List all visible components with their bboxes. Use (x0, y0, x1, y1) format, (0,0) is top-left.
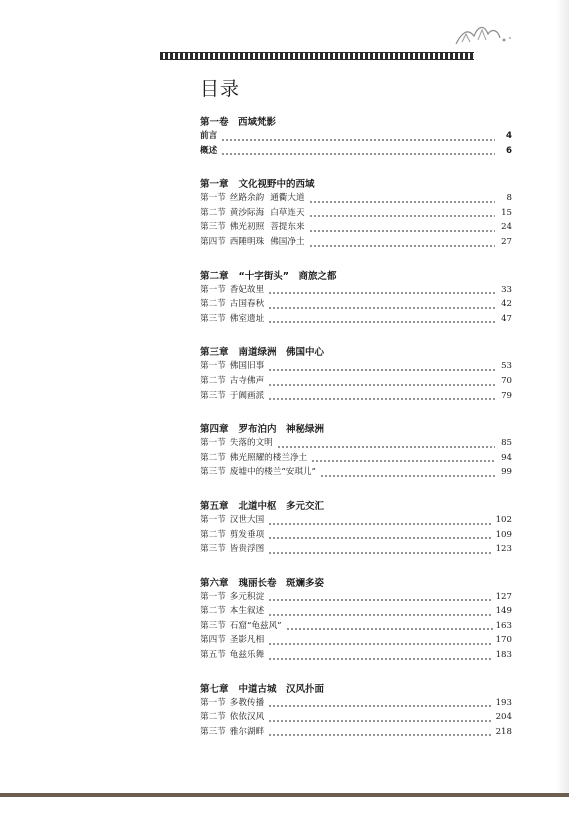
section-number: 第一节 (200, 361, 226, 372)
page-number: 4 (506, 131, 512, 141)
section-title: 佛光照耀的楼兰净土 (229, 452, 308, 463)
dot-leader (268, 384, 495, 386)
dot-leader (268, 537, 492, 539)
toc-entry-preface[interactable] (200, 129, 512, 144)
dot-leader (268, 720, 492, 722)
chapter-heading[interactable] (200, 683, 512, 696)
dot-leader (268, 321, 495, 323)
toc-entry[interactable] (200, 648, 512, 663)
entry-label (200, 220, 305, 235)
entry-label (200, 633, 264, 648)
toc-entry[interactable] (200, 451, 512, 466)
dot-leader (277, 446, 495, 448)
volume-heading: 第一卷 西域梵影 (200, 117, 277, 128)
dot-leader (309, 201, 495, 203)
toc-entry[interactable] (200, 359, 512, 374)
page-number: 42 (501, 299, 512, 310)
toc-entry[interactable] (200, 465, 512, 480)
section-title: 古寺佛声 (229, 375, 265, 386)
page-number: 218 (495, 726, 512, 737)
section-number: 第二节 (200, 207, 226, 218)
section-number: 第三节 (200, 620, 226, 631)
page-number: 27 (501, 236, 512, 247)
toc-entry[interactable] (200, 436, 512, 451)
page-number: 15 (501, 207, 512, 218)
entry-label (200, 542, 264, 557)
page-number: 8 (506, 193, 512, 204)
dot-leader (309, 215, 495, 217)
chapter-number: 第五章 (200, 500, 229, 512)
chapter-title: 瑰丽长卷 斑斓多姿 (238, 577, 325, 589)
section-number: 第一节 (200, 284, 226, 295)
section-title: 丝路余韵 (229, 193, 265, 204)
dot-leader (268, 705, 492, 707)
dot-leader (268, 523, 492, 525)
section-title: 佛国旧事 (229, 361, 265, 372)
toc-entry[interactable] (200, 283, 512, 298)
page-number: 109 (495, 529, 512, 540)
entry-label (200, 374, 264, 389)
entry-label: 前言 (200, 131, 218, 141)
chapter-title: 罗布泊内 神秘绿洲 (238, 424, 325, 436)
chapter-title: 北道中枢 多元交汇 (238, 500, 325, 512)
section-title: 西陲明珠 (229, 236, 265, 247)
entry-label (200, 297, 264, 312)
page-number: 6 (506, 145, 512, 156)
section-number: 第二节 (200, 712, 226, 723)
page-number: 79 (501, 390, 512, 401)
toc-entry[interactable] (200, 528, 512, 543)
page-number: 149 (495, 606, 512, 617)
toc-entry[interactable] (200, 235, 512, 250)
section-title: 本生叙述 (229, 606, 265, 617)
section-number: 第一节 (200, 438, 226, 449)
dot-leader (311, 460, 495, 462)
dot-leader (309, 245, 495, 247)
section-title: 雅尔湖畔 (229, 726, 265, 737)
toc-entry[interactable] (200, 374, 512, 389)
section-title: 多教传播 (229, 697, 265, 708)
dot-leader (221, 153, 495, 155)
page-number: 204 (495, 712, 512, 723)
toc-entry[interactable] (200, 604, 512, 619)
dot-leader (268, 658, 492, 660)
dot-leader (268, 552, 492, 554)
entry-label (200, 619, 282, 634)
entry-label (200, 235, 305, 250)
section-title: 香妃故里 (229, 284, 265, 295)
section-number: 第三节 (200, 544, 226, 555)
section-number: 第一节 (200, 193, 226, 204)
dot-leader (268, 369, 495, 371)
section-number: 第二节 (200, 606, 226, 617)
page-title: 目录 (200, 78, 241, 100)
chapter-number: 第六章 (200, 577, 229, 589)
section-number: 第二节 (200, 529, 226, 540)
entry-label (200, 528, 264, 543)
volume-block (200, 116, 512, 158)
chapter-number: 第一章 (200, 179, 229, 191)
entry-label (200, 389, 264, 404)
toc-entry[interactable] (200, 710, 512, 725)
dot-leader (268, 292, 495, 294)
chapter-heading[interactable] (200, 270, 512, 283)
dot-leader (268, 398, 495, 400)
section-number: 第五节 (200, 650, 226, 661)
page-number: 102 (495, 514, 512, 525)
section-subtitle: 白草连天 (270, 207, 305, 218)
entry-label (200, 312, 264, 327)
page-number: 183 (495, 650, 512, 661)
page-number: 163 (495, 620, 512, 631)
entry-label (200, 191, 305, 206)
page-number: 47 (501, 313, 512, 324)
chapter-heading[interactable] (200, 423, 512, 436)
entry-label (200, 283, 264, 298)
dot-leader (286, 628, 493, 630)
toc-entry[interactable] (200, 220, 512, 235)
toc-entry[interactable] (200, 619, 512, 634)
section-number: 第一节 (200, 591, 226, 602)
page-number: 85 (501, 438, 512, 449)
section-subtitle: 佛国净土 (270, 236, 305, 247)
section-number: 第二节 (200, 299, 226, 310)
toc-entry[interactable] (200, 389, 512, 404)
chapter-block (200, 500, 512, 557)
toc-entry[interactable] (200, 633, 512, 648)
chapter-number: 第三章 (200, 347, 229, 359)
page-number: 94 (501, 452, 512, 463)
page-number: 170 (495, 635, 512, 646)
section-number: 第二节 (200, 452, 226, 463)
entry-label (200, 436, 273, 451)
chapter-number: 第七章 (200, 683, 229, 695)
chapter-heading[interactable] (200, 178, 512, 191)
chapter-heading[interactable] (200, 577, 512, 590)
page-bottom-edge (0, 793, 569, 797)
section-title: 多元积淀 (229, 591, 265, 602)
page-number: 33 (501, 284, 512, 295)
chapter-title: “十字街头” 商旅之都 (238, 270, 337, 282)
page-number: 70 (501, 375, 512, 386)
section-number: 第三节 (200, 222, 226, 233)
section-number: 第四节 (200, 635, 226, 646)
section-title: 龟兹乐舞 (229, 650, 265, 661)
section-title: 佛室遗址 (229, 313, 265, 324)
table-of-contents (200, 116, 512, 759)
toc-entry[interactable] (200, 191, 512, 206)
chapter-heading[interactable] (200, 500, 512, 513)
chapter-title: 南道绿洲 佛国中心 (238, 347, 325, 359)
page-number: 123 (495, 544, 512, 555)
section-title: 古国春秋 (229, 299, 265, 310)
section-title: 废墟中的楼兰“安琪儿” (229, 467, 316, 478)
entry-label (200, 648, 264, 663)
section-number: 第三节 (200, 726, 226, 737)
dot-leader (268, 734, 492, 736)
entry-label: 概述 (200, 145, 218, 156)
entry-label (200, 604, 264, 619)
toc-entry[interactable] (200, 696, 512, 711)
dot-leader (320, 475, 495, 477)
chapter-title: 中道古城 汉风扑面 (238, 683, 325, 695)
toc-entry[interactable] (200, 312, 512, 327)
chapter-list (200, 178, 512, 739)
section-number: 第四节 (200, 236, 226, 247)
entry-label (200, 359, 264, 374)
chapter-title: 文化视野中的西域 (238, 179, 315, 191)
corner-ornament-icon (448, 14, 518, 50)
section-number: 第三节 (200, 313, 226, 324)
toc-entry-overview[interactable] (200, 144, 512, 159)
page-edge-shadow (556, 0, 569, 794)
section-title: 于阗画派 (229, 390, 265, 401)
entry-label (200, 696, 264, 711)
page-number: 193 (495, 697, 512, 708)
entry-label (200, 513, 264, 528)
dot-leader (221, 139, 495, 141)
chapter-block (200, 423, 512, 480)
page-number: 53 (501, 361, 512, 372)
section-title: 黄沙际海 (229, 207, 265, 218)
section-number: 第三节 (200, 467, 226, 478)
toc-entry[interactable] (200, 590, 512, 605)
decorative-header-band (160, 52, 474, 60)
dot-leader (309, 230, 495, 232)
dot-leader (268, 307, 495, 309)
toc-entry[interactable] (200, 513, 512, 528)
section-title: 佛光初照 (229, 222, 265, 233)
section-number: 第三节 (200, 390, 226, 401)
entry-label (200, 451, 307, 466)
section-number: 第一节 (200, 697, 226, 708)
section-title: 剪发垂项 (229, 529, 265, 540)
section-subtitle: 通衢大道 (270, 193, 305, 204)
chapter-heading[interactable] (200, 346, 512, 359)
dot-leader (268, 614, 492, 616)
toc-entry[interactable] (200, 542, 512, 557)
entry-label (200, 710, 264, 725)
entry-label (200, 590, 264, 605)
page-number: 99 (501, 467, 512, 478)
chapter-number: 第四章 (200, 424, 229, 436)
section-title: 失落的文明 (229, 438, 273, 449)
entry-label (200, 465, 316, 480)
section-number: 第二节 (200, 375, 226, 386)
section-number: 第一节 (200, 514, 226, 525)
toc-entry[interactable] (200, 206, 512, 221)
chapter-block (200, 683, 512, 740)
section-title: 依依汉风 (229, 712, 265, 723)
chapter-block (200, 577, 512, 663)
toc-entry[interactable] (200, 297, 512, 312)
chapter-block (200, 270, 512, 327)
chapter-block (200, 346, 512, 403)
section-title: 石窟“龟兹风” (229, 620, 282, 631)
entry-label (200, 206, 305, 221)
page-number: 127 (495, 591, 512, 602)
entry-label (200, 725, 264, 740)
page-number: 24 (501, 222, 512, 233)
dot-leader (268, 643, 492, 645)
section-title: 皆贵浮图 (229, 544, 265, 555)
section-title: 汉世大国 (229, 514, 265, 525)
toc-entry[interactable] (200, 725, 512, 740)
chapter-number: 第二章 (200, 270, 229, 282)
section-subtitle: 菩提东来 (270, 222, 305, 233)
section-title: 圣影凡相 (229, 635, 265, 646)
dot-leader (268, 599, 492, 601)
chapter-block (200, 178, 512, 249)
